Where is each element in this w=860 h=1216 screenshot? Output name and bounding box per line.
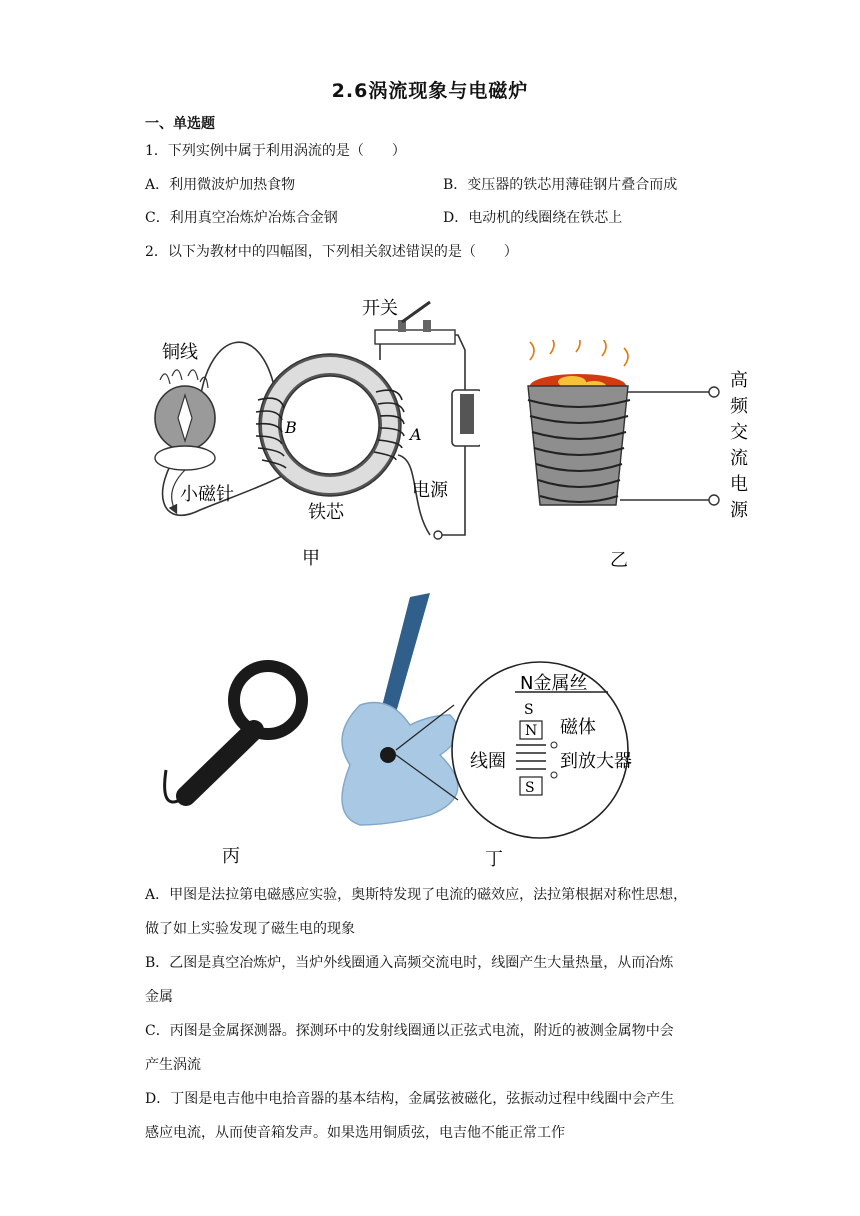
label-coil: 线圈: [470, 751, 506, 772]
caption-bing: 丙: [222, 846, 240, 867]
label-to-amp: 到放大器: [560, 751, 632, 772]
label-hf-6: 源: [730, 500, 748, 521]
q2-stem: 2．以下为教材中的四幅图，下列相关叙述错误的是（ ）: [145, 244, 518, 260]
q2-option-c-line1: C．丙图是金属探测器。探测环中的发射线圈通以正弦式电流，附近的被测金属物中会: [145, 1023, 674, 1039]
figure-ding: [340, 585, 660, 875]
section-heading: 一、单选题: [145, 116, 215, 132]
label-magnet: 磁体: [560, 717, 596, 738]
q1-option-d: D．电动机的线圈绕在铁芯上: [443, 210, 623, 226]
label-copper-wire: 铜线: [162, 342, 198, 363]
q2-option-a-line2: 做了如上实验发现了磁生电的现象: [145, 921, 355, 937]
q2-option-d-line1: D．丁图是电吉他中电拾音器的基本结构，金属弦被磁化，弦振动过程中线圈中会产生: [145, 1091, 675, 1107]
label-power: 电源: [412, 480, 448, 501]
label-hf-3: 交: [730, 422, 748, 443]
q1-option-a: A．利用微波炉加热食物: [145, 177, 296, 193]
label-n-magnet: N: [525, 723, 538, 739]
label-hf-4: 流: [730, 448, 748, 469]
q2-option-c-line2: 产生涡流: [145, 1057, 201, 1073]
label-coil-a: A: [410, 425, 422, 444]
figure-yi: [510, 340, 770, 580]
q2-option-b-line2: 金属: [145, 989, 173, 1005]
label-s-bottom: S: [525, 780, 535, 796]
label-coil-b: B: [285, 418, 297, 437]
label-hf-1: 高: [730, 370, 748, 391]
page-title: 2.6涡流现象与电磁炉: [331, 80, 529, 102]
heat-waves-icon: [530, 340, 628, 366]
figure-jia: [140, 290, 480, 580]
guitar-body: [342, 703, 458, 826]
caption-yi: 乙: [610, 550, 628, 571]
detector-ring: [234, 666, 302, 734]
q2-option-b-line1: B．乙图是真空冶炼炉，当炉外线圈通入高频交流电时，线圈产生大量热量，从而冶炼: [145, 955, 674, 971]
copper-wire-path: [200, 342, 275, 400]
figure-bing: [150, 650, 330, 880]
caption-ding: 丁: [485, 849, 503, 870]
label-switch: 开关: [362, 298, 398, 319]
caption-jia: 甲: [302, 548, 320, 569]
detector-handle: [186, 730, 254, 796]
q1-option-c: C．利用真空冶炼炉冶炼合金钢: [145, 210, 338, 226]
q2-option-d-line2: 感应电流，从而使音箱发声。如果选用铜质弦，电吉他不能正常工作: [145, 1125, 565, 1141]
switch-icon: [375, 330, 455, 344]
q1-option-b: B．变压器的铁芯用薄硅钢片叠合而成: [443, 177, 678, 193]
label-s-top: S: [524, 702, 534, 718]
label-hf-2: 频: [730, 396, 748, 417]
label-small-needle: 小磁针: [180, 484, 234, 505]
q2-option-a-line1: A．甲图是法拉第电磁感应实验，奥斯特发现了电流的磁效应，法拉第根据对称性思想，: [145, 887, 688, 903]
label-n-wire: N金属丝: [520, 673, 588, 694]
label-iron-core: 铁芯: [308, 502, 344, 523]
label-hf-5: 电: [730, 474, 748, 495]
q1-stem: 1．下列实例中属于利用涡流的是（ ）: [145, 143, 406, 159]
